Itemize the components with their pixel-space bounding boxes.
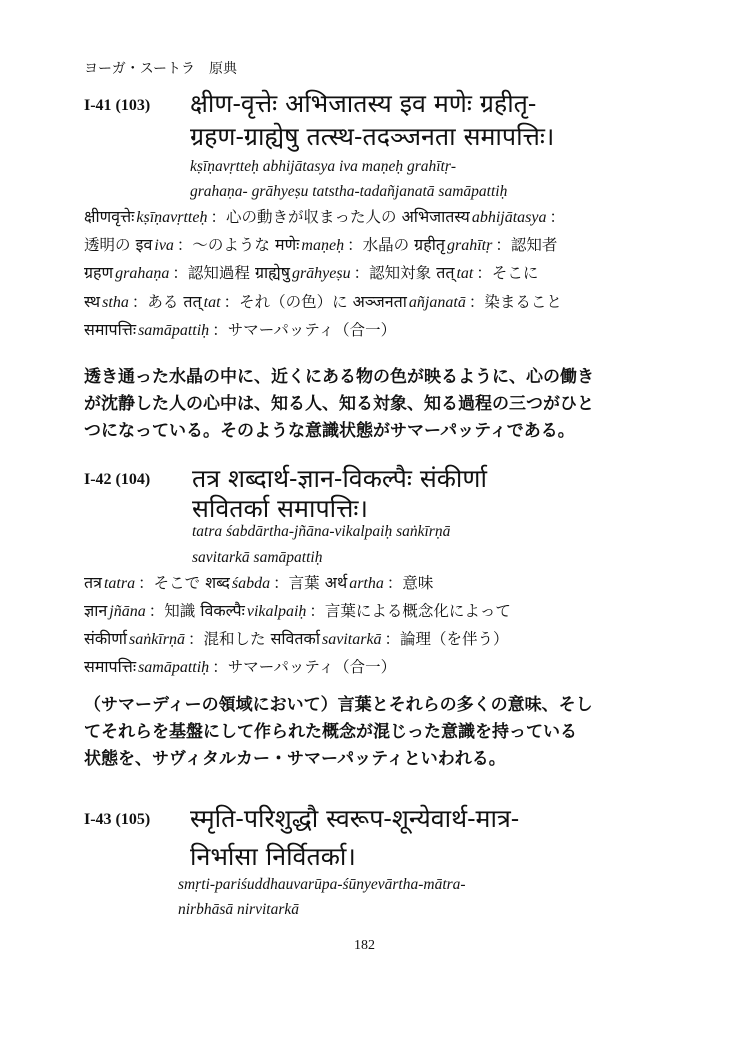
glossary-translit: kṣīṇavṛtteḥ — [136, 209, 208, 226]
sanskrit-line: सवितर्का समापत्तिः। — [192, 494, 368, 523]
verse-number: I-42 (104) — [84, 471, 151, 488]
glossary-word: ज्ञान — [84, 601, 108, 620]
glossary-translit: savitarkā — [322, 631, 382, 648]
glossary-translit: tat — [203, 294, 221, 311]
glossary-word: मणेः — [275, 235, 300, 254]
glossary-translit: añjanatā — [408, 294, 466, 311]
glossary-word: सवितर्का — [270, 629, 320, 648]
sanskrit-line: तत्र शब्दार्थ-ज्ञान-विकल्पैः संकीर्णा — [192, 464, 487, 493]
glossary-line — [84, 603, 511, 620]
glossary-meaning: ：そこに — [476, 264, 539, 282]
glossary-meaning: ：そこで — [138, 574, 201, 592]
glossary-line — [84, 294, 562, 311]
page-number: 182 — [354, 938, 375, 953]
sanskrit-line: ग्रहण-ग्राह्येषु तत्स्थ-तदञ्जनता समापत्तिः। — [190, 122, 555, 151]
glossary-word: क्षीणवृत्तेः — [84, 207, 135, 226]
glossary-meaning: ：ある — [131, 293, 179, 311]
glossary-word: समापत्तिः — [84, 320, 137, 339]
glossary-line — [84, 631, 509, 648]
glossary-word: अञ्जनता — [352, 292, 407, 311]
glossary-word: अर्थ — [324, 573, 348, 592]
transliteration-line: nirbhāsā nirvitarkā — [178, 901, 299, 918]
glossary-word: ग्राह्येषु — [254, 263, 290, 282]
glossary-meaning: ：〜のような — [176, 236, 270, 254]
glossary-translit: abhijātasya — [471, 209, 547, 226]
glossary-translit: saṅkīrṇā — [128, 631, 185, 648]
sanskrit-line: स्मृति-परिशुद्धौ स्वरूप-शून्येवार्थ-मात्र- — [190, 804, 520, 833]
glossary-line — [84, 265, 538, 282]
transliteration-line: kṣīṇavṛtteḥ abhijātasya iva maṇeḥ grahītṛ- — [190, 158, 457, 175]
sanskrit-line: क्षीण-वृत्तेः अभिजातस्य इव मणेः ग्रहीतृ- — [190, 89, 537, 118]
transliteration-line: savitarkā samāpattiḥ — [192, 549, 323, 566]
glossary-meaning: ：認知過程 — [172, 264, 250, 282]
glossary-meaning: ：サマーパッティ（合一） — [212, 658, 397, 676]
glossary-meaning: ：認知対象 — [353, 264, 432, 282]
transliteration-line: grahaṇa- grāhyeṣu tatstha-tadañjanatā samāpattiḥ — [190, 183, 508, 200]
glossary-translit: samāpattiḥ — [138, 659, 210, 676]
glossary-meaning: ：知識 — [148, 602, 196, 620]
glossary-meaning: ：サマーパッティ（合一） — [212, 321, 397, 339]
commentary-line: （サマーディーの領域において）言葉とそれらの多くの意味、そし — [84, 695, 593, 715]
glossary-line — [84, 209, 565, 226]
running-head: ヨーガ・スートラ 原典 — [84, 61, 238, 77]
glossary-translit: jñāna — [109, 603, 146, 620]
glossary-meaning: ：言葉による概念化によって — [309, 602, 511, 620]
glossary-word: तत्र — [84, 573, 102, 592]
glossary-translit: grahītṛ — [446, 237, 493, 254]
glossary-word: शब्द — [205, 573, 230, 592]
glossary-word: स्थ — [84, 292, 101, 311]
transliteration-line: smṛti-pariśuddhauvarūpa-śūnyevārtha-mātra- — [178, 876, 466, 893]
sanskrit-line: निर्भासा निर्वितर्का। — [190, 842, 356, 871]
verse-number: I-43 (105) — [84, 811, 151, 828]
glossary-meaning: ：認知者 — [495, 236, 558, 254]
glossary-translit: samāpattiḥ — [138, 322, 210, 339]
glossary-line — [84, 237, 557, 254]
glossary-word: ग्रहीतृ — [414, 235, 445, 254]
glossary-word: तत् — [183, 292, 202, 311]
glossary-word: संकीर्णा — [84, 629, 127, 648]
glossary-translit: stha — [102, 294, 129, 311]
commentary-line: つになっている。そのような意識状態がサマーパッティである。 — [84, 421, 575, 441]
glossary-translit: maṇeḥ — [301, 237, 345, 254]
glossary-meaning: ：論理（を伴う） — [384, 630, 509, 648]
glossary-word: विकल्पैः — [200, 601, 245, 620]
glossary-word: अभिजातस्य — [401, 207, 470, 226]
glossary-translit: iva — [154, 237, 174, 254]
glossary-line — [84, 575, 433, 592]
glossary-translit: vikalpaiḥ — [246, 603, 307, 620]
commentary-line: てそれらを基盤にして作られた概念が混じった意識を持っている — [84, 722, 577, 742]
glossary-meaning: ：それ（の色）に — [223, 293, 348, 311]
glossary-translit: śabda — [231, 575, 271, 592]
glossary-meaning: ：混和した — [187, 630, 266, 648]
glossary-word: ग्रहण — [84, 263, 114, 282]
glossary-meaning: 透明の — [84, 236, 131, 254]
glossary-meaning: ：言葉 — [273, 574, 320, 592]
glossary-meaning: ： — [549, 208, 566, 226]
glossary-translit: tat — [456, 265, 474, 282]
glossary-translit: artha — [349, 575, 384, 592]
glossary-translit: grāhyeṣu — [291, 265, 351, 282]
glossary-translit: tatra — [103, 575, 136, 592]
glossary-meaning: ：心の動きが収まった人の — [210, 208, 397, 226]
glossary-line — [84, 322, 396, 339]
glossary-meaning: ：水晶の — [347, 236, 410, 254]
glossary-translit: grahaṇa — [115, 265, 170, 282]
commentary-line: 透き通った水晶の中に、近くにある物の色が映るように、心の働き — [84, 367, 594, 387]
glossary-word: समापत्तिः — [84, 657, 137, 676]
glossary-meaning: ：染まること — [468, 293, 562, 311]
transliteration-line: tatra śabdārtha-jñāna-vikalpaiḥ saṅkīrṇā — [192, 523, 451, 540]
verse-number: I-41 (103) — [84, 97, 151, 114]
commentary-line: 状態を、サヴィタルカー・サマーパッティといわれる。 — [84, 749, 506, 769]
glossary-word: तत् — [436, 263, 455, 282]
glossary-line — [84, 659, 396, 676]
glossary-word: इव — [135, 235, 153, 254]
glossary-meaning: ：意味 — [386, 574, 434, 592]
commentary-line: が沈静した人の心中は、知る人、知る対象、知る過程の三つがひと — [84, 394, 594, 414]
